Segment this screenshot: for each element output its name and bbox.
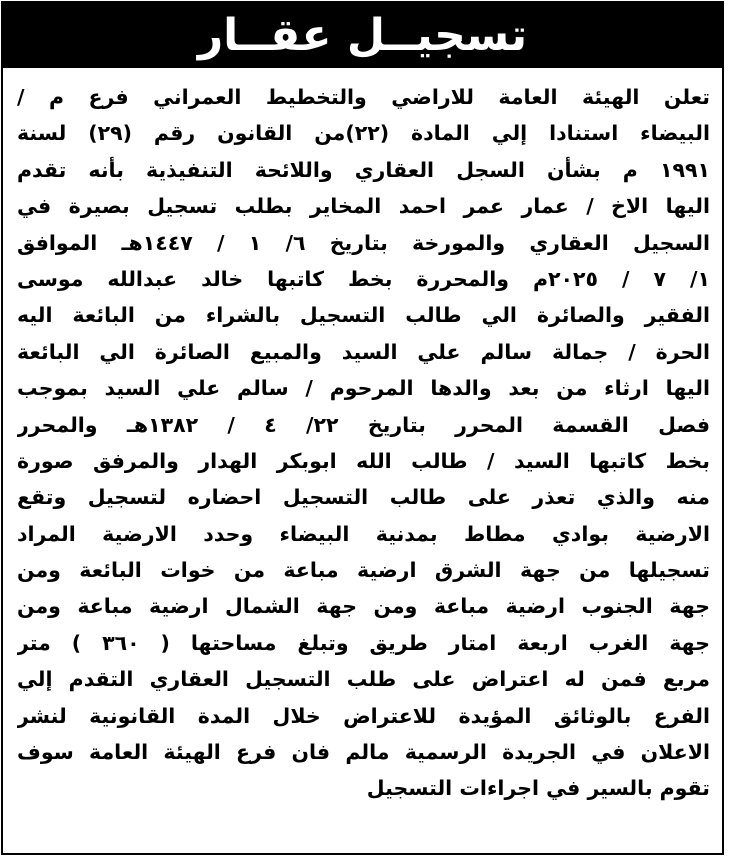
notice-line: اليها الاخ / عمار عمر احمد المخاير بطلب تسجيل بصيرة في <box>17 194 710 219</box>
notice-line: جهة الغرب اربعة امتار طريق وتبلغ مساحتها ( ٣٦٠ ) متر <box>17 630 710 655</box>
notice-line: الارضية بوادي مطاط بمدنية البيضاء وحدد الارضية المراد <box>17 521 710 546</box>
notice-line: ١/ ٧ / ٢٠٢٥م والمحررة بخط كاتبها خالد عبدالله موسى <box>17 266 710 291</box>
notice-line: الفرع بالوثائق المؤيدة للاعتراض خلال المدة القانونية لنشر <box>17 703 710 728</box>
notice-line: منه والذي تعذر على طالب التسجيل احضاره لتسجيل وتقع <box>17 485 710 510</box>
notice-title: تسجيــل عقــار <box>197 9 528 61</box>
notice-line: فصل القسمة المحرر بتاريخ ٢٢/ ٤ / ١٣٨٢هـ والمحرر <box>17 412 710 437</box>
notice-line: تسجيلها من جهة الشرق ارضية مباعة من خوات البائعة ومن <box>17 558 710 583</box>
notice-line: ١٩٩١ م بشأن السجل العقاري واللائحة التنفيذية بأنه تقدم <box>17 157 710 182</box>
notice-line: مربع فمن له اعتراض على طلب التسجيل العقاري التقدم إلي <box>17 667 710 692</box>
notice-line: بخط كاتبها السيد / طالب الله ابوبكر الهدار والمرفق صورة <box>17 448 710 473</box>
notice-line: الاعلان في الجريدة الرسمية مالم فان فرع الهيئة العامة سوف <box>17 740 710 765</box>
notice-line: البيضاء استنادا إلي المادة (٢٢)من القانون رقم (٢٩) لسنة <box>17 121 710 146</box>
notice-line: تقوم بالسير في اجراءات التسجيل <box>366 776 710 801</box>
notice-line: الفقير والصائرة الي طالب التسجيل بالشراء من البائعة اليه <box>17 303 710 328</box>
notice-line: تعلن الهيئة العامة للاراضي والتخطيط العمراني فرع م / <box>17 85 710 109</box>
notice-line: السجيل العقاري والمورخة بتاريخ ٦/ ١ / ١٤٤٧هـ الموافق <box>17 230 710 255</box>
title-bar <box>3 3 722 68</box>
notice-line: اليها ارثاء من بعد والدها المرحوم / سالم علي السيد بموجب <box>17 376 710 401</box>
notice-line: جهة الجنوب ارضية مباعة ومن جهة الشمال ارضية مباعة ومن <box>17 594 710 619</box>
notice-body <box>17 79 710 807</box>
property-registration-notice <box>1 1 724 855</box>
notice-line: الحرة / جمالة سالم علي السيد والمبيع الصائرة الي البائعة <box>17 339 710 364</box>
